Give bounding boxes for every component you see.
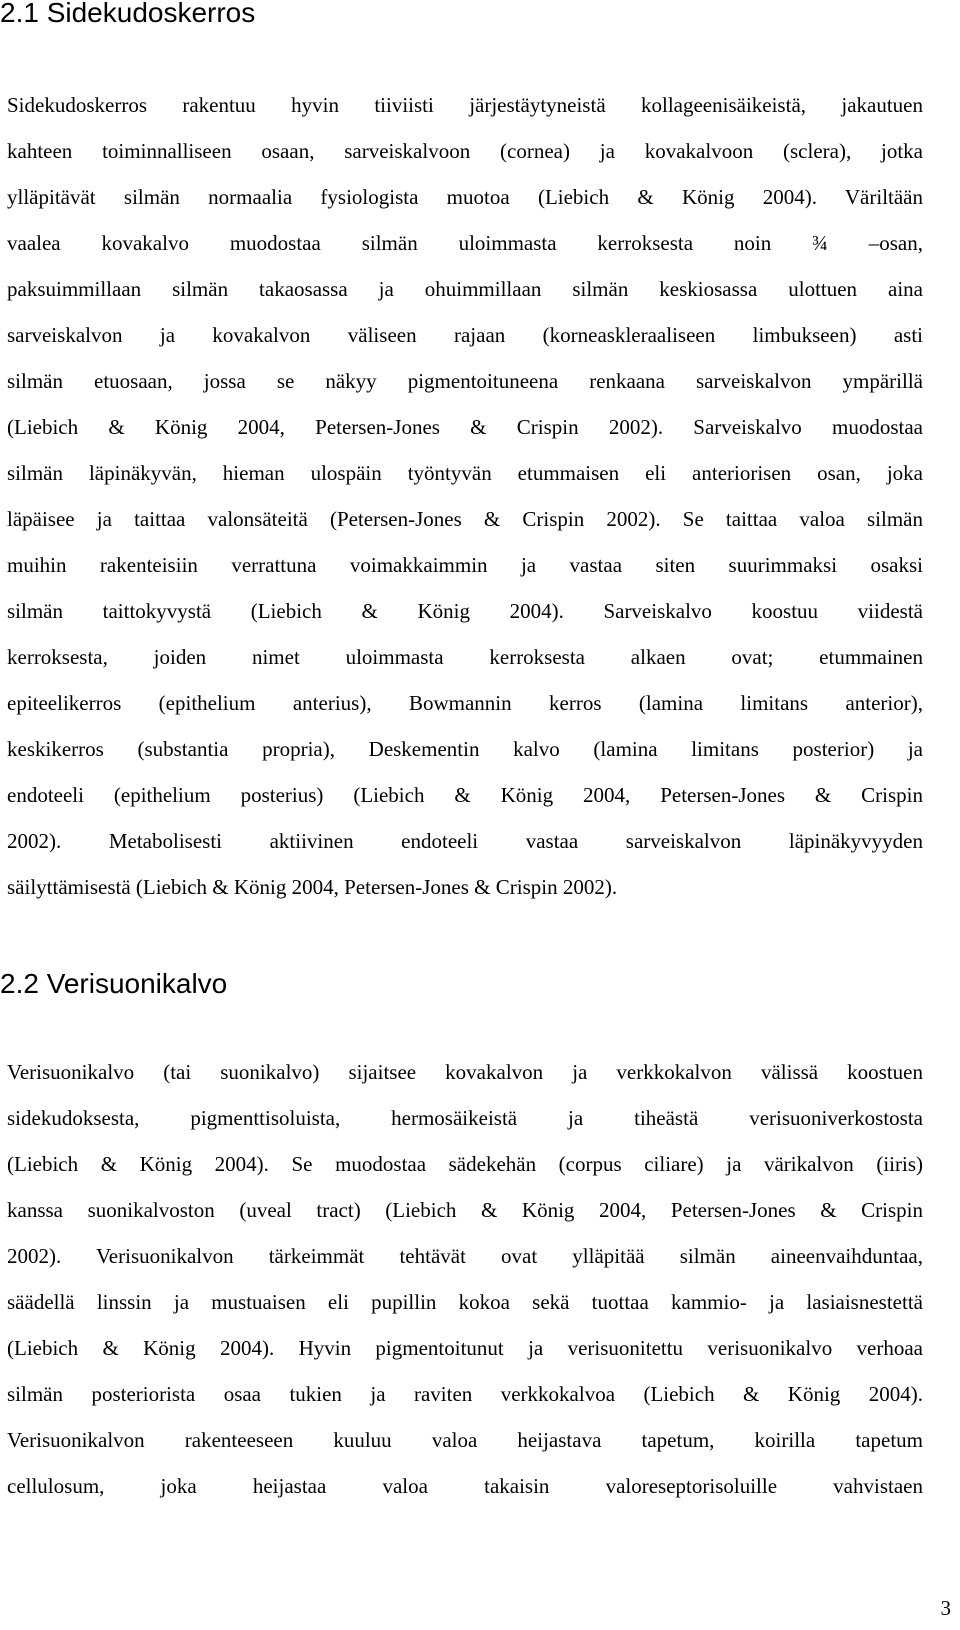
text-line: 2002). Verisuonikalvon tärkeimmät tehtävät ovat ylläpitää silmän aineenvaihduntaa,	[7, 1244, 923, 1268]
text-line: läpäisee ja taittaa valonsäteitä (Petersen-Jones & Crispin 2002). Se taittaa valoa silmän	[7, 507, 923, 531]
paragraph-sidekudoskerros	[7, 82, 923, 910]
text-line: Sidekudoskerros rakentuu hyvin tiiviisti järjestäytyneistä kollageenisäikeistä, jakautuen	[7, 93, 923, 117]
text-line: (Liebich & König 2004, Petersen-Jones & Crispin 2002). Sarveiskalvo muodostaa	[7, 415, 923, 439]
page-number: 3	[940, 1596, 951, 1620]
text-line: kahteen toiminnalliseen osaan, sarveiskalvoon (cornea) ja kovakalvoon (sclera), jotka	[7, 139, 923, 163]
text-line: (Liebich & König 2004). Hyvin pigmentoitunut ja verisuonitettu verisuonikalvo verhoaa	[7, 1336, 923, 1360]
text-line: epiteelikerros (epithelium anterius), Bowmannin kerros (lamina limitans anterior),	[7, 691, 923, 715]
text-line: paksuimmillaan silmän takaosassa ja ohuimmillaan silmän keskiosassa ulottuen aina	[7, 277, 923, 301]
text-line: silmän taittokyvystä (Liebich & König 2004). Sarveiskalvo koostuu viidestä	[7, 599, 923, 623]
section-heading-verisuonikalvo: 2.2 Verisuonikalvo	[0, 968, 228, 999]
text-line: muihin rakenteisiin verrattuna voimakkaimmin ja vastaa siten suurimmaksi osaksi	[7, 553, 923, 577]
text-line: 2002). Metabolisesti aktiivinen endoteeli vastaa sarveiskalvon läpinäkyvyyden	[7, 829, 923, 853]
text-line: silmän etuosaan, jossa se näkyy pigmentoituneena renkaana sarveiskalvon ympärillä	[7, 369, 923, 393]
text-line: endoteeli (epithelium posterius) (Liebich & König 2004, Petersen-Jones & Crispin	[7, 783, 923, 807]
text-line: silmän läpinäkyvän, hieman ulospäin työntyvän etummaisen eli anteriorisen osan, joka	[7, 461, 923, 485]
text-line: sarveiskalvon ja kovakalvon väliseen rajaan (korneaskleraaliseen limbukseen) asti	[7, 323, 923, 347]
text-line: keskikerros (substantia propria), Deskementin kalvo (lamina limitans posterior) ja	[7, 737, 923, 761]
text-line: vaalea kovakalvo muodostaa silmän uloimmasta kerroksesta noin ¾ –osan,	[7, 231, 923, 255]
section-heading-sidekudoskerros: 2.1 Sidekudoskerros	[0, 0, 256, 28]
text-line: kanssa suonikalvoston (uveal tract) (Liebich & König 2004, Petersen-Jones & Crispin	[7, 1198, 923, 1222]
text-line: Verisuonikalvo (tai suonikalvo) sijaitsee kovakalvon ja verkkokalvon välissä koostuen	[7, 1060, 923, 1084]
paragraph-verisuonikalvo	[7, 1049, 923, 1509]
text-line: silmän posteriorista osaa tukien ja raviten verkkokalvoa (Liebich & König 2004).	[7, 1382, 923, 1406]
text-line: cellulosum, joka heijastaa valoa takaisin valoreseptorisoluille vahvistaen	[7, 1474, 923, 1498]
text-line: ylläpitävät silmän normaalia fysiologista muotoa (Liebich & König 2004). Väriltään	[7, 185, 923, 209]
text-line: Verisuonikalvon rakenteeseen kuuluu valoa heijastava tapetum, koirilla tapetum	[7, 1428, 923, 1452]
text-line: säilyttämisestä (Liebich & König 2004, Petersen-Jones & Crispin 2002).	[7, 875, 618, 899]
text-line: sidekudoksesta, pigmenttisoluista, hermosäikeistä ja tiheästä verisuoniverkostosta	[7, 1106, 923, 1130]
text-line: (Liebich & König 2004). Se muodostaa sädekehän (corpus ciliare) ja värikalvon (iiris)	[7, 1152, 923, 1176]
text-line: säädellä linssin ja mustuaisen eli pupillin kokoa sekä tuottaa kammio- ja lasiaisnestettä	[7, 1290, 923, 1314]
text-line: kerroksesta, joiden nimet uloimmasta kerroksesta alkaen ovat; etummainen	[7, 645, 923, 669]
